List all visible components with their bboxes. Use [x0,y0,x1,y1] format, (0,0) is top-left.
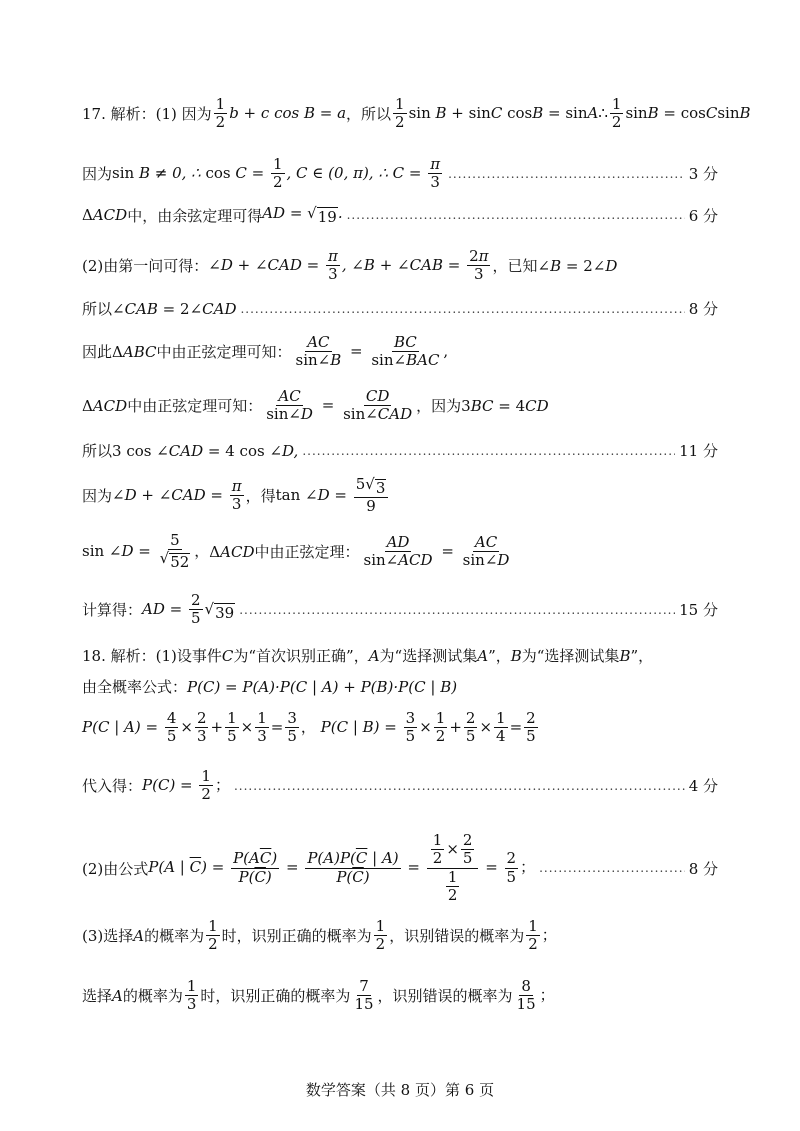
formula: ΔACD [82,396,128,415]
page-footer: 数学答案（共 8 页）第 6 页 [305,1081,495,1099]
q17-line-6 [82,334,718,370]
score: 15 分 [679,601,718,620]
score: 4 分 [688,777,718,796]
leader-dots [239,603,675,617]
leader-dots [539,861,685,875]
formula: C [221,646,234,665]
q17-line-4 [82,248,718,284]
text: 时，识别正确的概率为 [200,987,351,1006]
q18-line-3 [82,710,718,746]
formula: A [368,646,380,665]
score: 6 分 [688,206,718,225]
q18-line-7 [82,978,718,1014]
text: 由全概率公式： [82,678,188,696]
text: 中由正弦定理： [254,543,360,562]
formula: $\frac{1}{2}$ b + c cos B = a [215,95,347,132]
formula: sin B ≠ 0, ∴ cos C = $\frac{1}{2}$ , C ∈ (0, π), ∴ C = $\frac{\pi}{3}$ [112,155,441,192]
text: (2)由第一问可得： [82,257,209,276]
formula: B [510,646,522,665]
text: 因为 [82,487,113,506]
q17-line-5 [82,298,718,319]
formula: B [619,646,631,665]
leader-dots [234,779,685,793]
q17-line-7 [82,388,718,424]
text: 计算得： [82,601,143,620]
formula: ∠B = 2∠D [537,256,618,275]
q17-line-11 [82,592,718,628]
formula: AD = $\frac{2}{5}$ √ 39 [142,591,235,628]
text: 中由正弦定理可知： [127,397,263,416]
q18-line-1 [82,645,718,666]
q17-line-2 [82,156,718,192]
q18-label: 18. 解析：(1)设事件 [82,647,222,665]
text: 代入得： [82,777,143,796]
text: 为“选择测试集 [521,647,620,665]
leader-dots [302,444,675,458]
formula: $\frac{AC}{\sin\angle D}$ = $\frac{CD}{\text{sin∠CAD}}$ [266,387,413,424]
formula: $\frac{7}{15}$ [354,977,374,1014]
formula: ∠D + ∠CAD = $\frac{\pi}{3}$ , ∠B + ∠CAB = $\frac{2\pi}{3}$ [208,247,489,284]
formula: $\frac{1}{2}$ sin B + sinC cosB = sinA∴ $\frac{1}{2}$ sinB = cosCsinB [395,95,751,132]
text: 的概率为 [144,927,205,946]
text: ，识别错误的概率为 [377,987,513,1006]
formula: $\frac{1}{3}$ [186,977,197,1014]
text: 所以 [82,300,113,318]
text: 因此 [82,343,113,362]
formula: ΔACD [82,206,128,224]
formula: ΔACD [209,542,255,561]
formula: $\frac{AD}{\text{sin∠ACD}}$ = $\frac{AC}{\sin\angle D}$ [363,533,510,570]
formula: A [112,986,123,1005]
q17-label: 17. 解析：(1) 因为 [82,105,212,124]
text: 为“选择测试集 [379,647,478,665]
formula: tan ∠D = 5 √ 3 9 [276,476,391,516]
formula: ∠D + ∠CAD = $\frac{\pi}{3}$ [112,477,242,514]
formula: $\frac{8}{15}$ ； [516,977,555,1014]
text: 选择 [82,987,113,1006]
formula: sin ∠D = 5 √ 52 ， [82,531,210,572]
leader-dots [347,208,685,222]
text: (3)选择 [82,927,134,946]
q17-line-3 [82,204,718,226]
formula: ∠CAB = 2∠CAD [112,299,237,318]
formula: 3 cos ∠CAD = 4 cos ∠D, [112,441,299,460]
formula: $\frac{1}{2}$ [208,917,218,954]
leader-dots [448,167,685,181]
text: ，所以 [346,105,392,124]
formula: $\frac{1}{2}$ [375,917,386,954]
q18-line-2 [82,676,718,697]
text: ，因为 [416,397,462,416]
formula: A [133,926,145,945]
text: ，识别错误的概率为 [389,927,525,946]
leader-dots [240,302,684,316]
q17-line-10 [82,532,718,572]
formula: P(C) = $\frac{1}{2}$ ； [142,767,230,804]
text: 中由正弦定理可知： [156,343,292,362]
formula: A [477,646,489,665]
score: 8 分 [688,859,718,878]
text: 时，识别正确的概率为 [221,927,372,946]
text: 所以 [82,442,113,460]
q18-line-5 [82,832,718,904]
score: 3 分 [688,165,718,184]
q18-line-6 [82,918,718,954]
text: 的概率为 [122,987,183,1006]
text: ”， [488,647,511,665]
formula: P(A | $\overline{C}$) = $\frac{P(A\overline{C})}{P(\overline{C})}$ = $\frac{P(A)P(\overline{C} | A)}{P(\overline{C})}$ = $\frac{1}{2}$ × $\frac{2}{5}$ $\frac{1}{2}$ = $\frac{2}{5}$ ； [148,831,536,904]
q17-line-9 [82,476,718,516]
formula: AD = √ 19 . [262,204,343,226]
q18-line-4 [82,768,718,804]
q17-line-8 [82,440,718,461]
text: ，已知 [492,257,538,276]
text: 因为 [82,165,113,184]
formula: P(C) = P(A)·P(C | A) + P(B)·P(C | B) [187,677,458,696]
formula: ΔABC [112,342,157,361]
formula: $\frac{AC}{\sin\angle B}$ = $\frac{BC}{\text{sin∠BAC}}$ , [295,333,449,370]
score: 11 分 [679,442,718,460]
text: 中，由余弦定理可得 [127,206,263,225]
formula: P(C | A) = $\frac{4}{5}$ × $\frac{2}{3}$ + $\frac{1}{5}$ × $\frac{1}{3}$ = $\frac{3}{5}$ ， P(C | B) = $\frac{3}{5}$ × $\frac{1}{2}$ + $\frac{2}{5}$ × $\frac{1}{4}$ = $\frac{2}{5}$ [82,709,536,746]
text: 为“首次识别正确”， [233,647,369,665]
text: (2)由公式 [82,859,149,878]
text: ，得 [245,487,276,506]
score: 8 分 [688,300,718,318]
text: ”， [630,647,654,665]
q17-line-1 [82,95,751,132]
formula: 3BC = 4CD [461,396,549,415]
formula: $\frac{1}{2}$ ； [528,917,557,954]
